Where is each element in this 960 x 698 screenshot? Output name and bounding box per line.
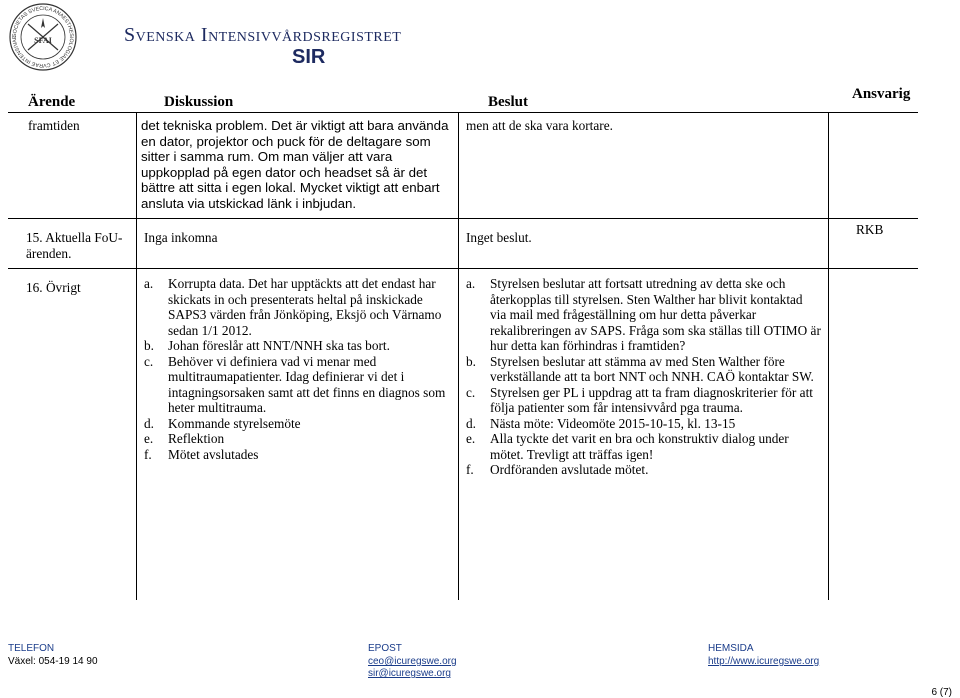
list-item: c. Behöver vi definiera vad vi menar med multitraumapatienter. Idag definierar vi det i intagningsorsaken samt att det finns en diagnos som heter multitrauma. <box>144 353 446 415</box>
row-diskussion: det tekniska problem. Det är viktigt att bara använda en dator, projektor och puck för de deltagare som sitter i samma rum. Om man väljer att vara uppkopplad på egen dator och headset så är det bättre att sitta i egen lokal. Mycket viktigt att enbart ansluta via utskickad länk i inbjudan. <box>141 118 449 211</box>
list-item: d. Kommande styrelsemöte <box>144 415 301 431</box>
row-arende: framtiden <box>28 118 80 133</box>
row-beslut: men att de ska vara kortare. <box>466 118 613 133</box>
column-header-beslut: Beslut <box>488 94 529 110</box>
footer-epost-link[interactable]: ceo@icuregswe.org <box>368 656 457 667</box>
row-arende: 16. Övrigt <box>26 280 81 295</box>
footer-telefon-label: TELEFON <box>8 643 55 654</box>
column-header-arende: Ärende <box>28 94 76 110</box>
footer-epost-link[interactable]: sir@icuregswe.org <box>368 668 451 679</box>
list-item: d. Nästa möte: Videomöte 2015-10-15, kl. 13-15 <box>466 415 736 431</box>
column-divider <box>458 112 459 600</box>
list-item: e. Reflektion <box>144 431 225 446</box>
footer-telefon-value: Växel: 054-19 14 90 <box>8 656 98 667</box>
row-divider <box>8 268 918 269</box>
beslut-list <box>466 276 822 478</box>
organization-name: Svenska Intensivvårdsregistret <box>124 24 402 46</box>
column-header-diskussion: Diskussion <box>164 94 234 110</box>
list-item: f. Mötet avslutades <box>144 446 259 462</box>
footer-epost-label: EPOST <box>368 643 402 654</box>
list-item: a. Korrupta data. Det har upptäckts att det endast har skickats in och presenterats heltal på inskickade SAPS3 värden från Jönköping, Eksjö och Värnamo sedan 1/1 2012. <box>144 276 442 338</box>
list-item: b. Johan föreslår att NNT/NNH ska tas bort. <box>144 338 390 353</box>
row-divider <box>8 218 918 219</box>
list-item: b. Styrelsen beslutar att stämma av med Sten Walther före verkställande att ta bort NNT och NNH. CAÖ kontaktar SW. <box>466 353 814 384</box>
society-seal-logo <box>8 2 78 72</box>
list-item: a. Styrelsen beslutar att fortsatt utredning av detta ske och återkopplas till styrelsen. Sten Walther har blivit kontaktad via mail med frågeställning om hur detta påverkar rekalibreringen av SAPS. Fråga som ska ställas till OTIMO är hur detta kan förhindras i framtiden? <box>466 276 821 353</box>
row-arende: 15. Aktuella FoU-ärenden. <box>26 230 123 261</box>
column-header-ansvarig: Ansvarig <box>852 86 911 102</box>
page-number: 6 (7) <box>931 687 952 698</box>
diskussion-list <box>144 276 450 462</box>
footer-hemsida-link[interactable]: http://www.icuregswe.org <box>708 656 820 667</box>
row-beslut: Inget beslut. <box>466 230 532 245</box>
list-item: c. Styrelsen ger PL i uppdrag att ta fram diagnoskriterier för att följa patienter som får intensivvård pga trauma. <box>466 384 813 415</box>
footer-hemsida-label: HEMSIDA <box>708 643 754 654</box>
column-divider <box>828 112 829 600</box>
table-header-row <box>8 92 918 113</box>
organization-abbreviation: SIR <box>292 46 326 68</box>
seal-initials: SFAI <box>34 36 52 45</box>
list-item: f. Ordföranden avslutade mötet. <box>466 462 649 477</box>
row-diskussion: Inga inkomna <box>144 230 218 245</box>
list-item: e. Alla tyckte det varit en bra och konstruktiv dialog under mötet. Trevligt att träffas igen! <box>466 431 789 462</box>
row-ansvarig: RKB <box>856 222 884 237</box>
seal-ring-text: SOCIETAS SVECICA ANAESTHESIOLOGIAE ET CVRAE INTENSIVAE <box>11 5 75 69</box>
column-divider <box>136 112 137 600</box>
